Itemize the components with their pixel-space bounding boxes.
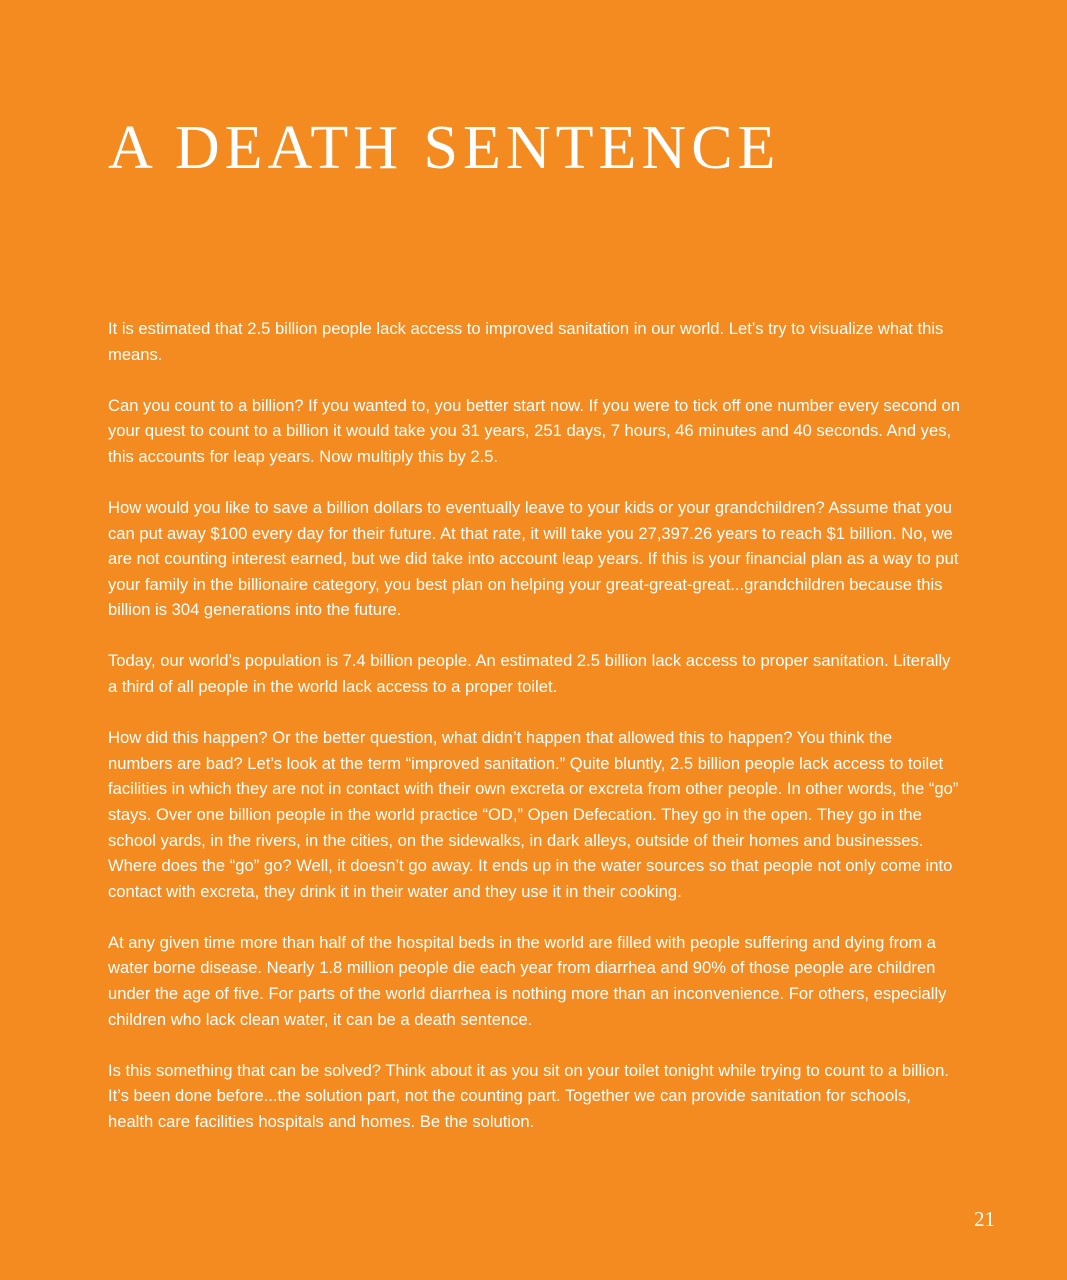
paragraph-4: Today, our world’s population is 7.4 billion people. An estimated 2.5 billion lack access to proper sanitation. Literally a third of all people in the world lack access to a proper toilet.: [108, 651, 951, 697]
paragraph-2: Can you count to a billion? If you wanted to, you better start now. If you were to tick off one number every second on your quest to count to a billion it would take you 31 years, 251 days, 7 hours, 46 minutes and 40 seconds. And yes, this accounts for leap years. Now multiply this by 2.5.: [108, 395, 961, 466]
body-text: [108, 316, 960, 1160]
paragraph-6: At any given time more than half of the hospital beds in the world are filled with people suffering and dying from a water borne disease. Nearly 1.8 million people die each year from diarrhea and 90% of those people are children under the age of five. For parts of the world diarrhea is nothing more than an inconvenience. For others, especially children who lack clean water, it can be a death sentence.: [108, 932, 947, 1029]
paragraph-7: Is this something that can be solved? Think about it as you sit on your toilet tonight while trying to count to a billion. It’s been done before...the solution part, not the counting part. Together we can provide sanitation for schools, health care facilities hospitals and homes. Be the solution.: [108, 1060, 949, 1131]
paragraph-5: How did this happen? Or the better question, what didn’t happen that allowed this to happen? You think the numbers are bad? Let’s look at the term “improved sanitation.” Quite bluntly, 2.5 billion people lack access to toilet facilities in which they are not in contact with their own excreta or excreta from other people. In other words, the “go” stays. Over one billion people in the world practice “OD,” Open Defecation. They go in the open. They go in the school yards, in the rivers, in the cities, on the sidewalks, in dark alleys, outside of their homes and businesses. Where does the “go” go? Well, it doesn’t go away. It ends up in the water sources so that people not only come into contact with excreta, they drink it in their water and they use it in their cooking.: [108, 728, 959, 901]
paragraph-3: How would you like to save a billion dollars to eventually leave to your kids or your grandchildren? Assume that you can put away $100 every day for their future. At that rate, it will take you 27,397.26 years to reach $1 billion. No, we are not counting interest earned, but we did take into account leap years. If this is your financial plan as a way to put your family in the billionaire category, you best plan on helping your great-great-great...grandchildren because this billion is 304 generations into the future.: [108, 497, 959, 620]
paragraph-1: It is estimated that 2.5 billion people lack access to improved sanitation in our world. Let’s try to visualize what this means.: [108, 319, 944, 364]
page-number: 21: [974, 1207, 995, 1231]
page-title: A DEATH SENTENCE: [108, 114, 781, 182]
